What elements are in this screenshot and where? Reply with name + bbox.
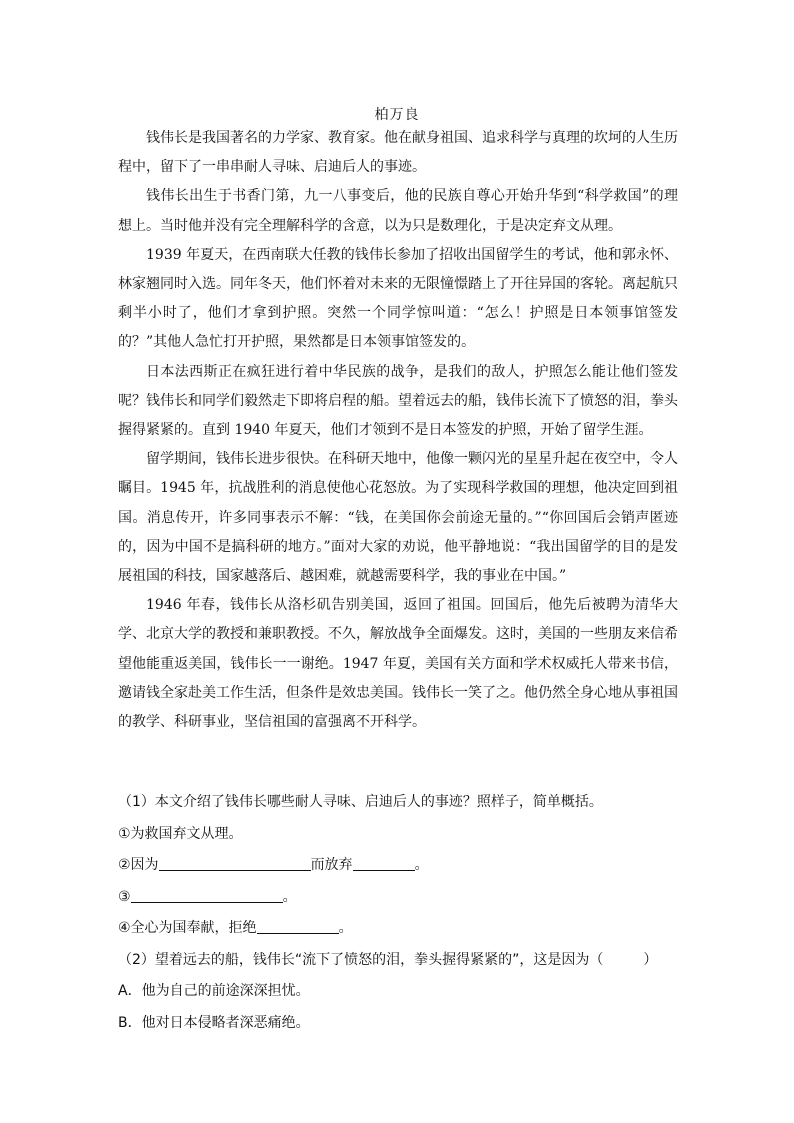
question-1-item-3 bbox=[118, 882, 678, 914]
paragraph: 钱伟长是我国著名的力学家、教育家。他在献身祖国、追求科学与真理的坎坷的人生历程中，留下了一串串耐人寻味、启迪后人的事迹。 bbox=[118, 130, 678, 176]
item-2-end: 。 bbox=[414, 857, 429, 873]
answer-blank[interactable] bbox=[131, 888, 283, 903]
item-2-middle: 而放弃 bbox=[310, 857, 353, 873]
item-3-end: 。 bbox=[282, 888, 297, 905]
paragraph: 1946 年春，钱伟长从洛杉矶告别美国，返回了祖国。回国后，他先后被聘为清华大学、北京大学的教授和兼职教授。不久，解放战争全面爆发。这时，美国的一些朋友来信希望他能重返美国，钱伟长一一谢绝。1947 年夏，美国有关方面和学术权威托人带来书信，邀请钱全家赴美工作生活，但条件是效忠美国。钱伟长一笑了之。他仍然全身心地从事祖国的教学、科研事业，坚信祖国的富强离不开科学。 bbox=[118, 597, 678, 731]
item-4-end: 。 bbox=[338, 920, 353, 936]
question-2-prompt bbox=[118, 945, 678, 977]
passage-body bbox=[118, 124, 678, 737]
answer-blank[interactable] bbox=[353, 856, 415, 871]
question-2-text: （2）望着远去的船，钱伟长“流下了愤怒的泪，拳头握得紧紧的”，这是因为（ bbox=[118, 951, 604, 968]
paragraph: 1939 年夏天，在西南联大任教的钱伟长参加了招收出国留学生的考试，他和郭永怀、林家翘同时入选。同年冬天，他们怀着对未来的无限憧憬踏上了开往异国的客轮。离起航只剩半小时了，他们才拿到护照。突然一个同学惊叫道：“怎么！护照是日本领事馆签发的？”其他人急忙打开护照，果然都是日本领事馆签发的。 bbox=[118, 246, 678, 351]
option-b: B．他对日本侵略者深恶痛绝。 bbox=[118, 1014, 310, 1031]
question-1-item-4 bbox=[118, 913, 678, 945]
paragraph: 日本法西斯正在疯狂进行着中华民族的战争，是我们的敌人，护照怎么能让他们签发呢？钱伟长和同学们毅然走下即将启程的船。望着远去的船，钱伟长流下了愤怒的泪，拳头握得紧紧的。直到 1940 年夏天，他们才领到不是日本签发的护照，开始了留学生涯。 bbox=[118, 363, 678, 439]
option-a: A．他为自己的前途深深担忧。 bbox=[118, 983, 310, 999]
item-4-prefix: ④全心为国奉献，拒绝 bbox=[118, 920, 257, 936]
question-2-close-paren: ） bbox=[643, 951, 658, 968]
item-2-prefix: ②因为 bbox=[118, 857, 159, 873]
paragraph: 留学期间，钱伟长进步很快。在科研天地中，他像一颗闪光的星星升起在夜空中，令人瞩目。1945 年，抗战胜利的消息使他心花怒放。为了实现科学救国的理想，他决定回到祖国。消息传开，许多同事表示不解：“钱，在美国你会前途无量的。”“你回国后会销声匿迹的，因为中国不是搞科研的地方。”面对大家的劝说，他平静地说：“我出国留学的目的是发展祖国的科技，国家越落后、越困难，就越需要科学，我的事业在中国。” bbox=[118, 451, 678, 585]
passage-title: 柏万良 bbox=[374, 107, 420, 123]
question-section bbox=[118, 787, 678, 1039]
question-1-prompt: （1）本文介绍了钱伟长哪些耐人寻味、启迪后人的事迹？照样子，简单概括。 bbox=[118, 794, 603, 810]
paragraph: 钱伟长出生于书香门第，九一八事变后，他的民族自尊心开始升华到“科学救国”的理想上。当时他并没有完全理解科学的含意，以为只是数理化，于是决定弃文从理。 bbox=[118, 188, 678, 234]
answer-blank[interactable] bbox=[159, 856, 311, 871]
question-1-item-2 bbox=[118, 850, 678, 882]
item-3-prefix: ③ bbox=[118, 888, 131, 905]
question-1-item-1: ①为救国弃文从理。 bbox=[118, 825, 243, 842]
answer-blank[interactable] bbox=[257, 919, 339, 934]
